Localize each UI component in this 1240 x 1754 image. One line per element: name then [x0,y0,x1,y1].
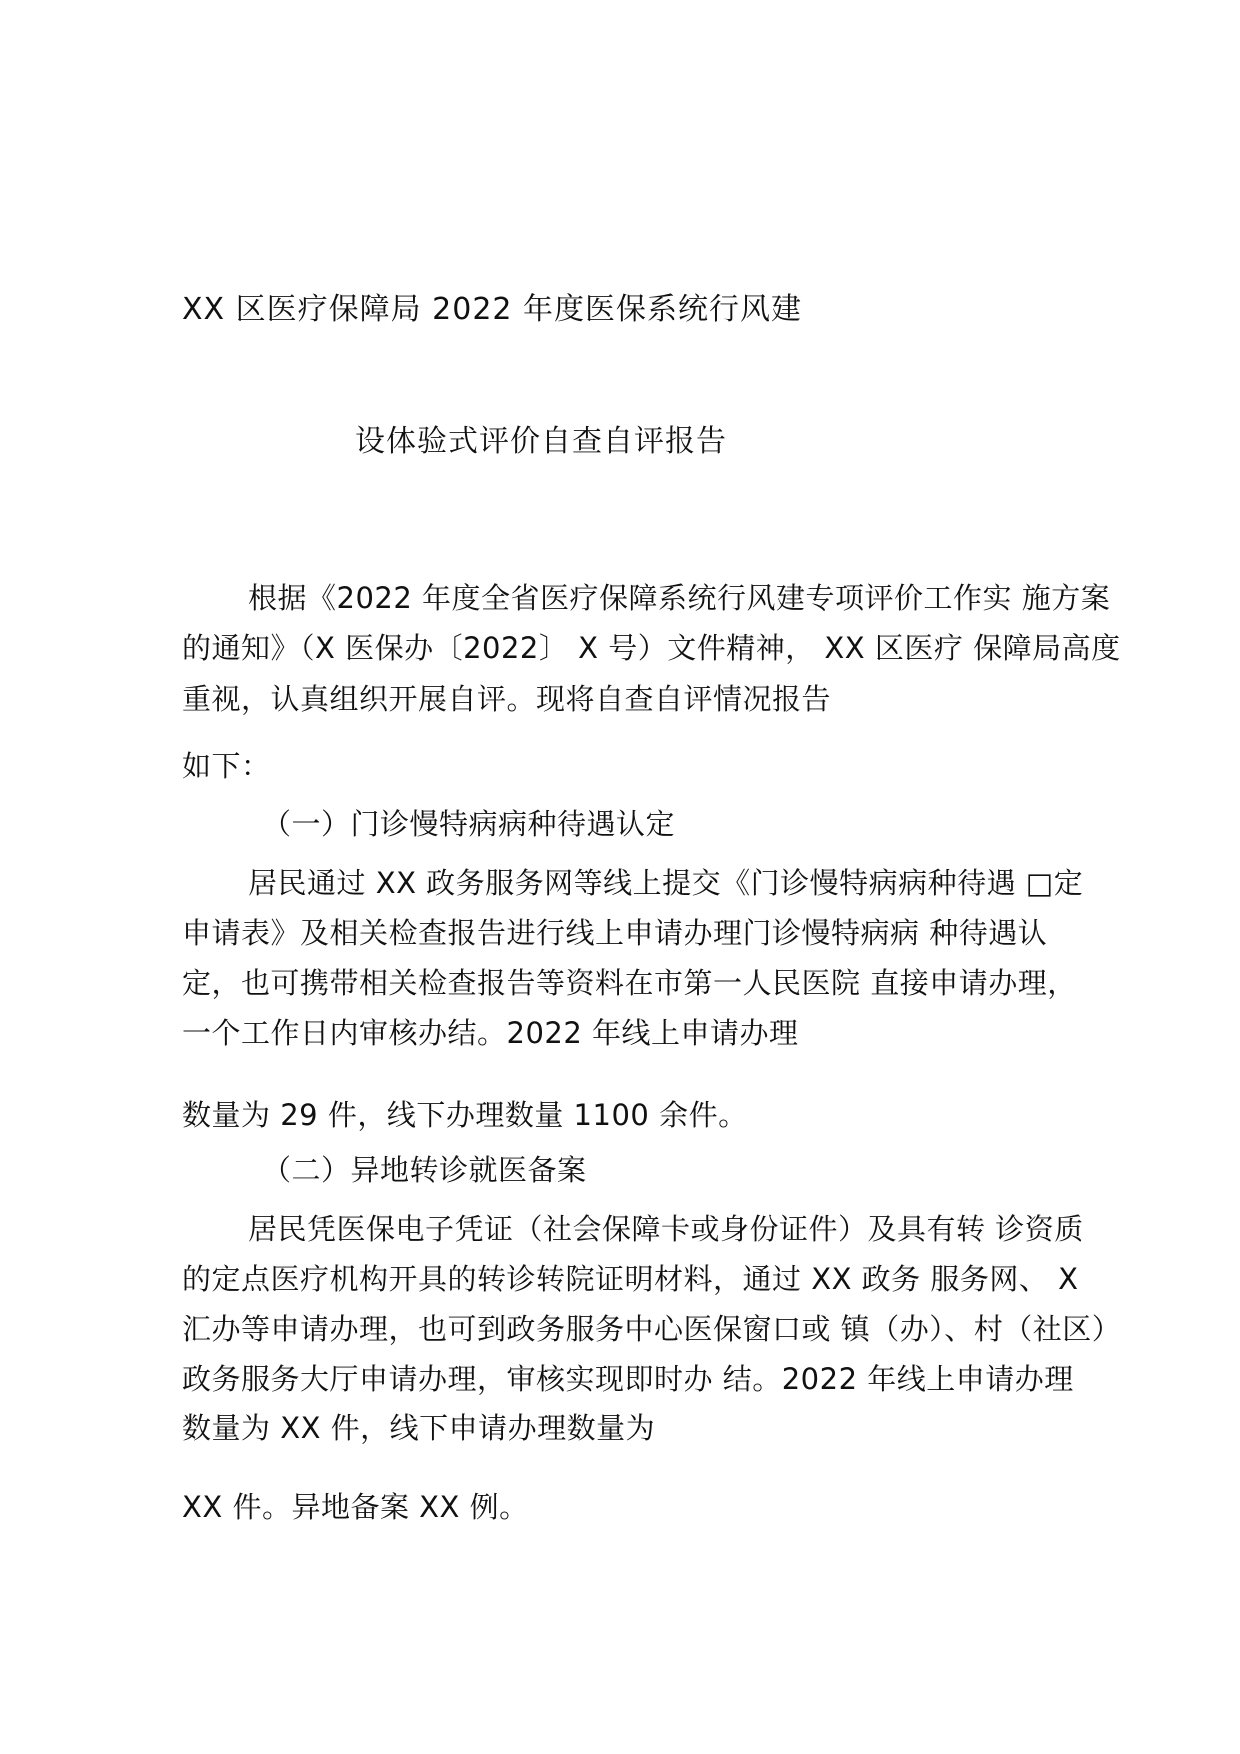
section-1-line-1: 居民通过 XX 政务服务网等线上提交《门诊慢特病病种待遇 □定 [248,866,1084,900]
section-2-line-1: 居民凭医保电子凭证（社会保障卡或身份证件）及具有转 诊资质 [248,1212,1084,1246]
intro-line-3: 重视，认真组织开展自评。现将自查自评情况报告 [182,682,832,716]
section-2-heading: （二）异地转诊就医备案 [262,1153,587,1187]
section-1-line-5: 数量为 29 件，线下办理数量 1100 余件。 [182,1098,748,1132]
section-2-line-3: 汇办等申请办理，也可到政务服务中心医保窗口或 镇（办）、村（社区） [182,1312,1122,1346]
section-1-line-4: 一个工作日内审核办结。2022 年线上申请办理 [182,1016,799,1050]
document-title-line-2: 设体验式评价自查自评报告 [355,424,727,459]
section-1-heading: （一）门诊慢特病病种待遇认定 [262,807,676,841]
intro-line-2: 的通知》（X 医保办〔2022〕 X 号）文件精神， XX 区医疗 保障局高度 [182,631,1121,665]
document-title-line-1: XX 区医疗保障局 2022 年度医保系统行风建 [182,292,803,327]
section-1-line-2: 申请表》及相关检查报告进行线上申请办理门诊慢特病病 种待遇认 [182,916,1048,950]
section-2-line-6: XX 件。异地备案 XX 例。 [182,1490,529,1524]
section-1-line-3: 定，也可携带相关检查报告等资料在市第一人民医院 直接申请办理， [182,966,1077,1000]
intro-line-4: 如下： [182,749,271,783]
intro-line-1: 根据《2022 年度全省医疗保障系统行风建专项评价工作实 施方案 [248,581,1111,615]
section-2-line-2: 的定点医疗机构开具的转诊转院证明材料，通过 XX 政务 服务网、 X [182,1262,1079,1296]
section-2-line-4: 政务服务大厅申请办理，审核实现即时办 结。2022 年线上申请办理 [182,1362,1074,1396]
section-2-line-5: 数量为 XX 件，线下申请办理数量为 [182,1411,656,1445]
